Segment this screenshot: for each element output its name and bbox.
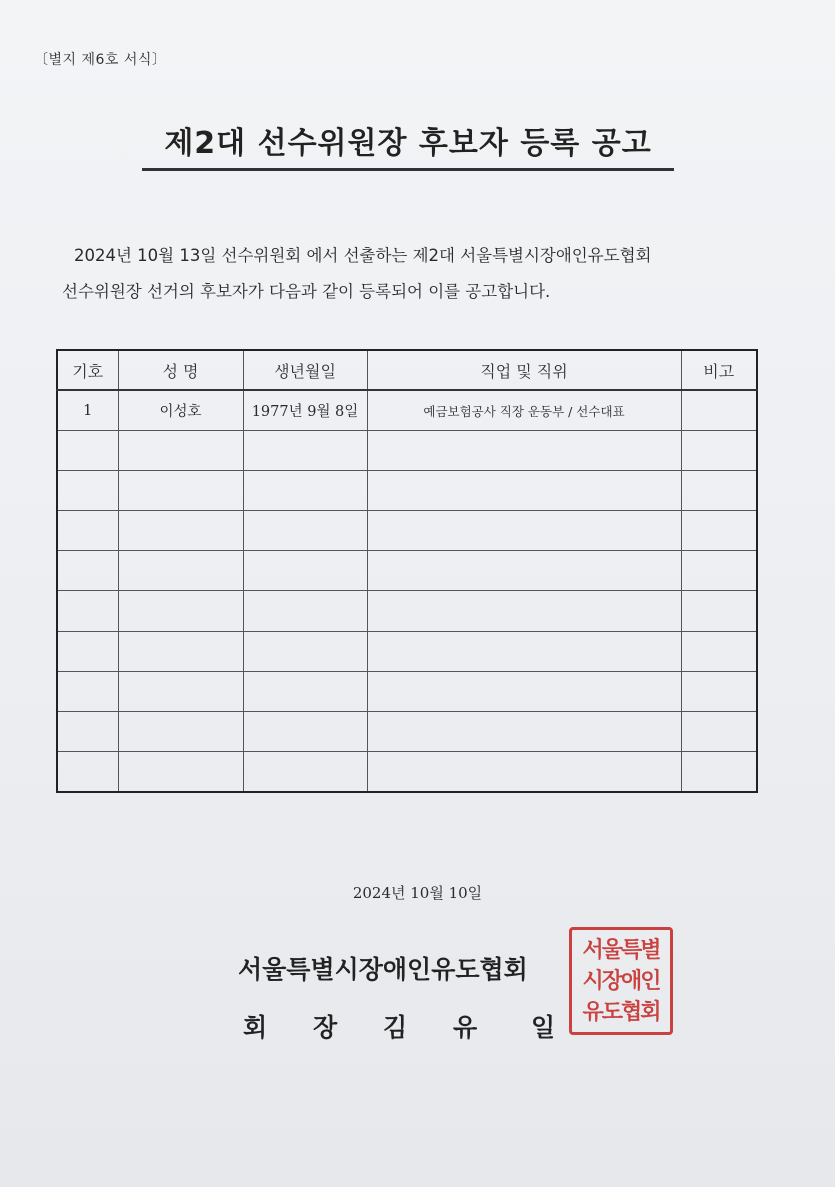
header-birthdate: 생년월일 (243, 350, 367, 390)
seal-line: 서울특별 (582, 937, 660, 963)
president-char: 일 (531, 1013, 556, 1042)
page-title: 제2대 선수위원장 후보자 등록 공고 (142, 118, 674, 171)
organization-name: 서울특별시장애인유도협회 (238, 955, 528, 984)
cell-occupation (367, 711, 681, 751)
cell-name: 이성호 (118, 390, 243, 431)
table-header-row (57, 350, 757, 390)
table-row (57, 671, 757, 711)
president-char: 회 (243, 1013, 268, 1042)
president-char: 유 (453, 1013, 478, 1042)
cell-birthdate (243, 631, 367, 671)
table-row (57, 511, 757, 551)
table-row (57, 751, 757, 792)
cell-birthdate (243, 671, 367, 711)
cell-number (57, 711, 118, 751)
cell-name (118, 711, 243, 751)
cell-number (57, 591, 118, 631)
cell-number: 1 (57, 390, 118, 431)
cell-name (118, 551, 243, 591)
cell-birthdate (243, 471, 367, 511)
cell-occupation (367, 591, 681, 631)
table-row (57, 390, 757, 431)
official-seal-stamp (569, 927, 673, 1035)
cell-name (118, 471, 243, 511)
cell-name (118, 511, 243, 551)
cell-birthdate (243, 551, 367, 591)
cell-remarks (681, 511, 757, 551)
cell-remarks (681, 751, 757, 792)
cell-remarks (681, 551, 757, 591)
cell-remarks (681, 471, 757, 511)
cell-number (57, 751, 118, 792)
seal-line: 유도협회 (582, 999, 660, 1025)
cell-remarks (681, 431, 757, 471)
cell-birthdate: 1977년 9월 8일 (243, 390, 367, 431)
cell-remarks (681, 591, 757, 631)
cell-number (57, 671, 118, 711)
announcement-line-1: 2024년 10월 13일 선수위원회 에서 선출하는 제2대 서울특별시장애인유도협회 (74, 246, 652, 265)
cell-occupation (367, 751, 681, 792)
cell-occupation (367, 471, 681, 511)
cell-name (118, 671, 243, 711)
cell-birthdate (243, 711, 367, 751)
table-row (57, 551, 757, 591)
cell-remarks (681, 631, 757, 671)
cell-birthdate (243, 591, 367, 631)
header-remarks: 비고 (681, 350, 757, 390)
header-occupation: 직업 및 직위 (367, 350, 681, 390)
cell-name (118, 751, 243, 792)
cell-occupation: 예금보험공사 직장 운동부 / 선수대표 (367, 390, 681, 431)
announcement-line-2: 선수위원장 선거의 후보자가 다음과 같이 등록되어 이를 공고합니다. (62, 282, 551, 301)
cell-number (57, 551, 118, 591)
president-signature-line (243, 1008, 565, 1044)
cell-name (118, 591, 243, 631)
cell-number (57, 431, 118, 471)
cell-remarks (681, 671, 757, 711)
cell-number (57, 631, 118, 671)
cell-occupation (367, 431, 681, 471)
cell-number (57, 511, 118, 551)
form-number-label: 〔별지 제6호 서식〕 (34, 52, 167, 68)
president-char: 김 (383, 1013, 408, 1042)
cell-birthdate (243, 511, 367, 551)
cell-remarks (681, 390, 757, 431)
table-row (57, 431, 757, 471)
cell-occupation (367, 671, 681, 711)
candidate-table (56, 349, 758, 793)
cell-occupation (367, 511, 681, 551)
header-name: 성 명 (118, 350, 243, 390)
cell-occupation (367, 551, 681, 591)
table-row (57, 471, 757, 511)
cell-name (118, 631, 243, 671)
announcement-body (62, 238, 762, 310)
table-row (57, 631, 757, 671)
header-number: 기호 (57, 350, 118, 390)
cell-name (118, 431, 243, 471)
president-char: 장 (313, 1013, 338, 1042)
seal-line: 시장애인 (582, 968, 660, 994)
cell-number (57, 471, 118, 511)
table-row (57, 591, 757, 631)
cell-remarks (681, 711, 757, 751)
cell-birthdate (243, 751, 367, 792)
announcement-date: 2024년 10월 10일 (352, 884, 483, 902)
cell-birthdate (243, 431, 367, 471)
cell-occupation (367, 631, 681, 671)
table-row (57, 711, 757, 751)
